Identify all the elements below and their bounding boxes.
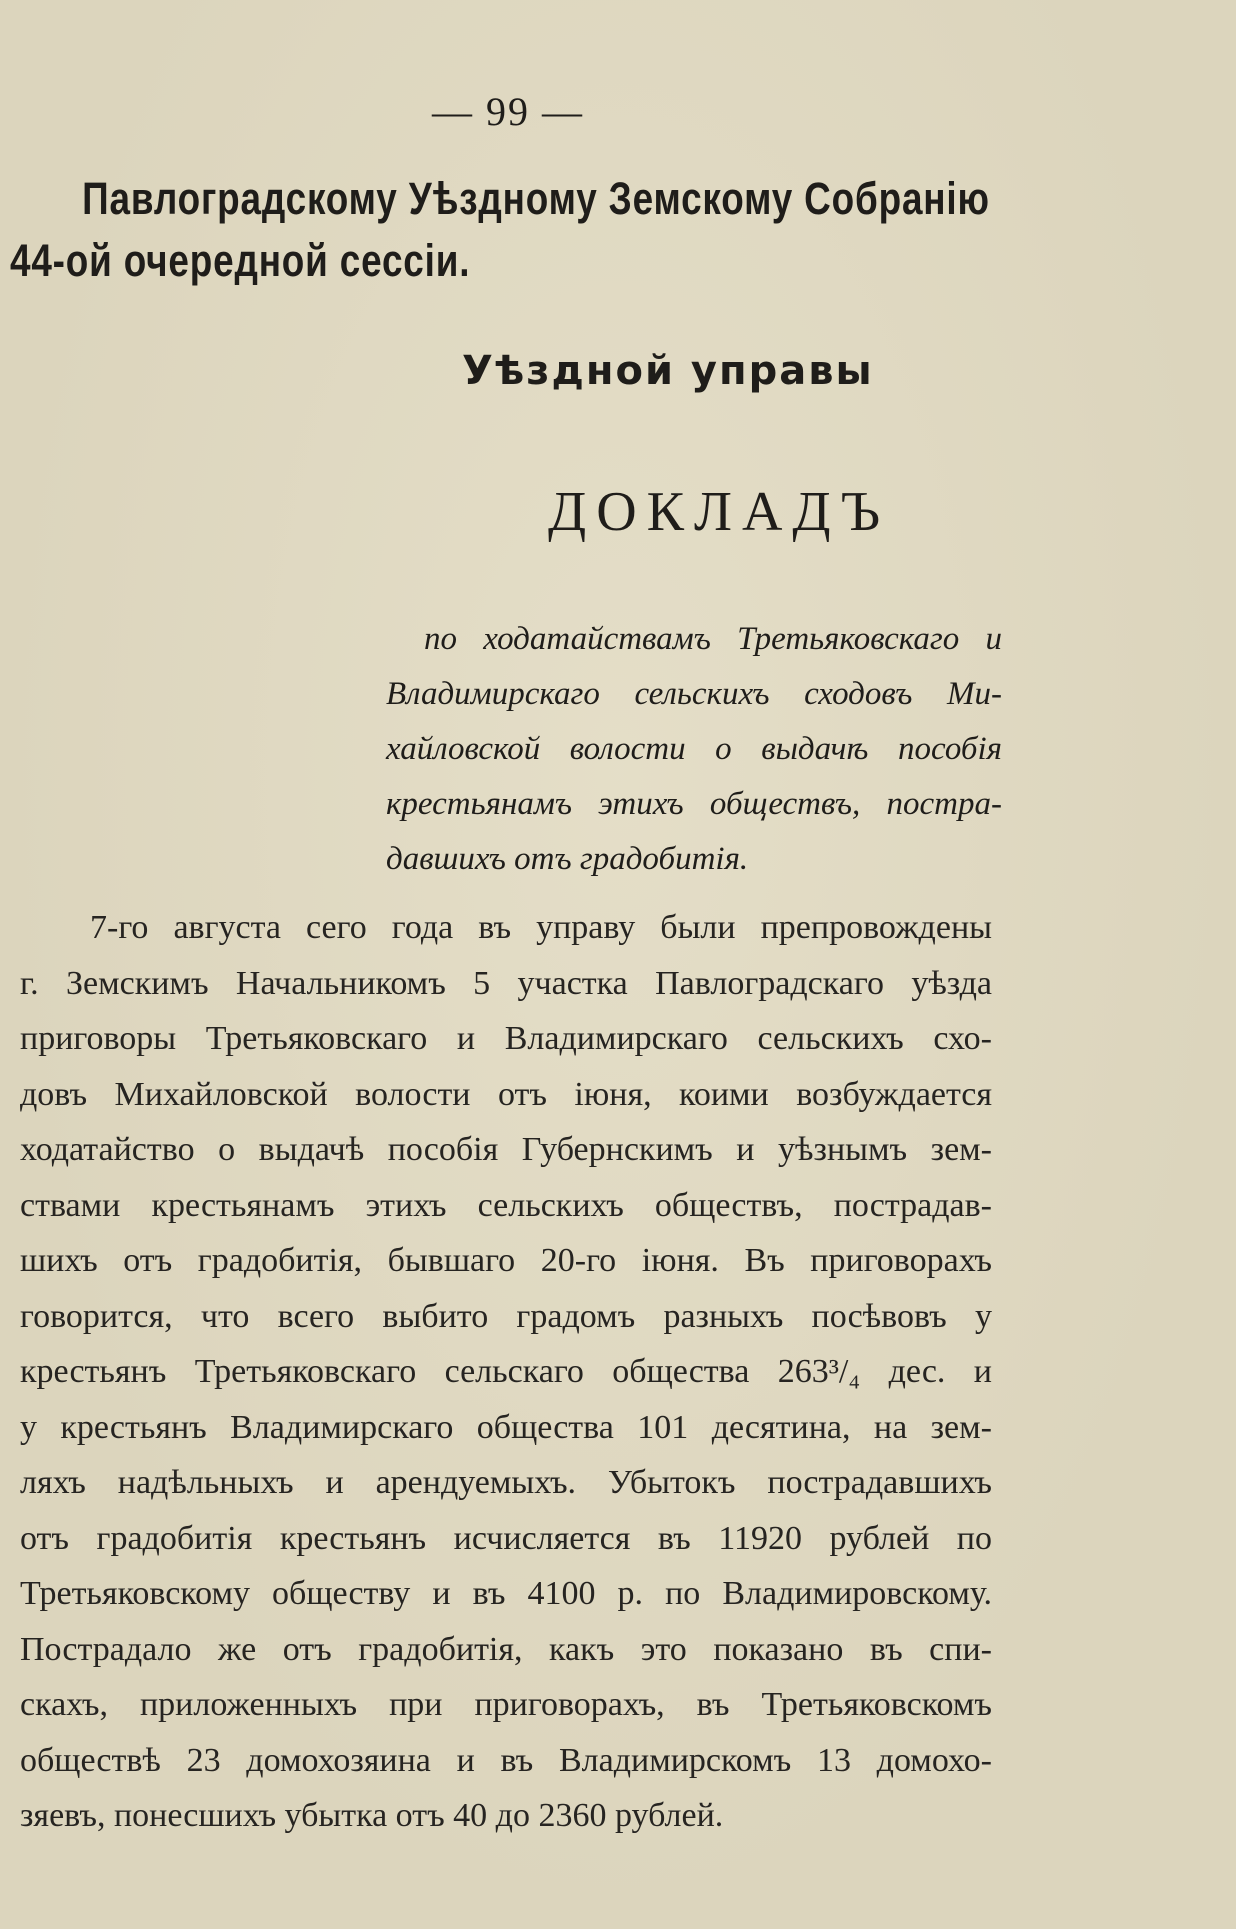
subtitle-line: хайловской волости о выдачѣ пособія (386, 731, 1002, 767)
body-line: Третьяковскому обществу и въ 4100 р. по Владимировскому. (20, 1575, 992, 1612)
body-line: крестьянъ Третьяковскаго сельскаго общества 263³/₄ дес. и (20, 1353, 992, 1390)
body-line: приговоры Третьяковскаго и Владимирскаго сельскихъ схо- (20, 1020, 992, 1057)
body-line: 7-го августа сего года въ управу были препровождены (90, 909, 992, 946)
subtitle-line: Владимирскаго сельскихъ сходовъ Ми- (386, 676, 1002, 712)
body-line: довъ Михайловской волости отъ іюня, коими возбуждается (20, 1075, 992, 1113)
body-line: у крестьянъ Владимирскаго общества 101 десятина, на зем- (20, 1408, 992, 1446)
body-line: отъ градобитія крестьянъ исчисляется въ 11920 рублей по (20, 1519, 992, 1557)
subtitle-line: давшихъ отъ градобитія. (386, 841, 749, 877)
body-line: шихъ отъ градобитія, бывшаго 20-го іюня. Въ приговорахъ (20, 1242, 992, 1279)
body-line: ляхъ надѣльныхъ и арендуемыхъ. Убытокъ пострадавшихъ (20, 1464, 992, 1501)
document-subtitle (386, 612, 1002, 887)
body-line: г. Земскимъ Начальникомъ 5 участка Павлоградскаго уѣзда (20, 964, 992, 1002)
body-line: ствами крестьянамъ этихъ сельскихъ обществъ, пострадав- (20, 1186, 992, 1224)
page-number: — 99 — (432, 89, 584, 134)
body-line: скахъ, приложенныхъ при приговорахъ, въ Третьяковскомъ (20, 1686, 992, 1723)
body-line: зяевъ, понесшихъ убытка отъ 40 до 2360 рублей. (20, 1797, 724, 1834)
addressee-heading (10, 168, 990, 292)
addressee-line-2: 44-ой очередной сессіи. (10, 235, 471, 286)
author-heading: Уѣздной управы (462, 348, 874, 394)
addressee-line-1: Павлоградскому Уѣздному Земскому Собранію (82, 173, 990, 224)
subtitle-line: по ходатайствамъ Третьяковскаго и (424, 621, 1002, 657)
subtitle-line: крестьянамъ этихъ обществъ, постра- (386, 786, 1002, 822)
body-paragraph (20, 900, 992, 1844)
document-title: ДОКЛАДЪ (548, 481, 891, 543)
body-line: говорится, что всего выбито градомъ разныхъ посѣвовъ у (20, 1297, 992, 1335)
body-line: обществѣ 23 домохозяина и въ Владимирскомъ 13 домохо- (20, 1741, 992, 1779)
body-line: Пострадало же отъ градобитія, какъ это показано въ спи- (20, 1630, 992, 1668)
body-line: ходатайство о выдачѣ пособія Губернскимъ и уѣзнымъ зем- (20, 1131, 992, 1168)
